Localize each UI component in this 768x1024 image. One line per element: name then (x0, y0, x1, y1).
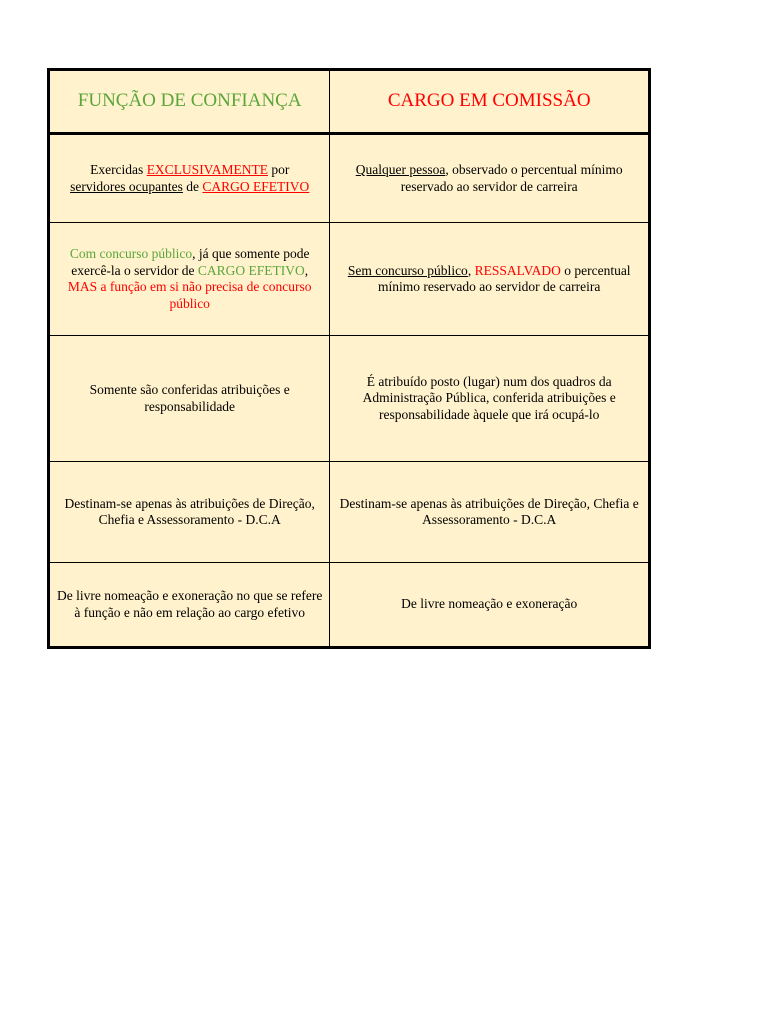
cell-text-red: MAS a função em si não precisa de concurso público (67, 279, 312, 311)
header-funcao-de-confianca (49, 70, 330, 134)
cell-text-highlight: EXCLUSIVAMENTE (146, 162, 268, 177)
cell-text: por (267, 162, 290, 177)
table-row (49, 134, 650, 223)
cell-text-green: CARGO EFETIVO (197, 262, 305, 278)
cell-text-underlined: Qualquer pessoa (355, 162, 446, 177)
cell-text-red: RESSALVADO (474, 262, 561, 278)
cell-right-sem-concurso (330, 223, 650, 336)
cell-left-concurso (49, 223, 330, 336)
header-cargo-em-comissao (330, 70, 650, 134)
cell-text-underlined: servidores ocupantes (70, 178, 183, 194)
cell-left-atribuicoes: Somente são conferidas atribuições e responsabilidade (49, 336, 330, 462)
table-row (49, 336, 650, 462)
cell-text: Exercidas (90, 162, 147, 177)
cell-text-green: Com concurso público (69, 246, 193, 261)
cell-right-nomeacao: De livre nomeação e exoneração (330, 563, 650, 648)
cell-text: o percentual mínimo reservado ao servidor de carreira (378, 262, 631, 294)
cell-right-dca: Destinam-se apenas às atribuições de Direção, Chefia e Assessoramento - D.C.A (330, 462, 650, 563)
cell-text: , (304, 262, 309, 278)
cell-text: , já que somente pode exercê-la o servidor de (71, 246, 310, 278)
cell-text-underlined: Sem concurso público (347, 262, 468, 278)
table-row (49, 462, 650, 563)
cell-left-dca: Destinam-se apenas às atribuições de Direção, Chefia e Assessoramento - D.C.A (49, 462, 330, 563)
table-row (49, 563, 650, 648)
cell-text: , observado o percentual mínimo reservado ao servidor de carreira (400, 162, 623, 194)
table-header-row (49, 70, 650, 134)
header-left-text: FUNÇÃO DE CONFIANÇA (77, 90, 302, 112)
cell-text: , (467, 262, 475, 278)
comparison-table (47, 68, 651, 649)
cell-right-qualquer-pessoa (330, 134, 650, 223)
header-right-text: CARGO EM COMISSÃO (387, 90, 591, 112)
cell-text-highlight: CARGO EFETIVO (202, 178, 310, 194)
cell-left-nomeacao: De livre nomeação e exoneração no que se refere à função e não em relação ao cargo efetivo (49, 563, 330, 648)
cell-left-exercidas (49, 134, 330, 223)
table-row (49, 223, 650, 336)
cell-text: de (182, 178, 203, 194)
cell-right-posto: É atribuído posto (lugar) num dos quadros da Administração Pública, conferida atribuições e responsabilidade àquele que irá ocupá-lo (330, 336, 650, 462)
